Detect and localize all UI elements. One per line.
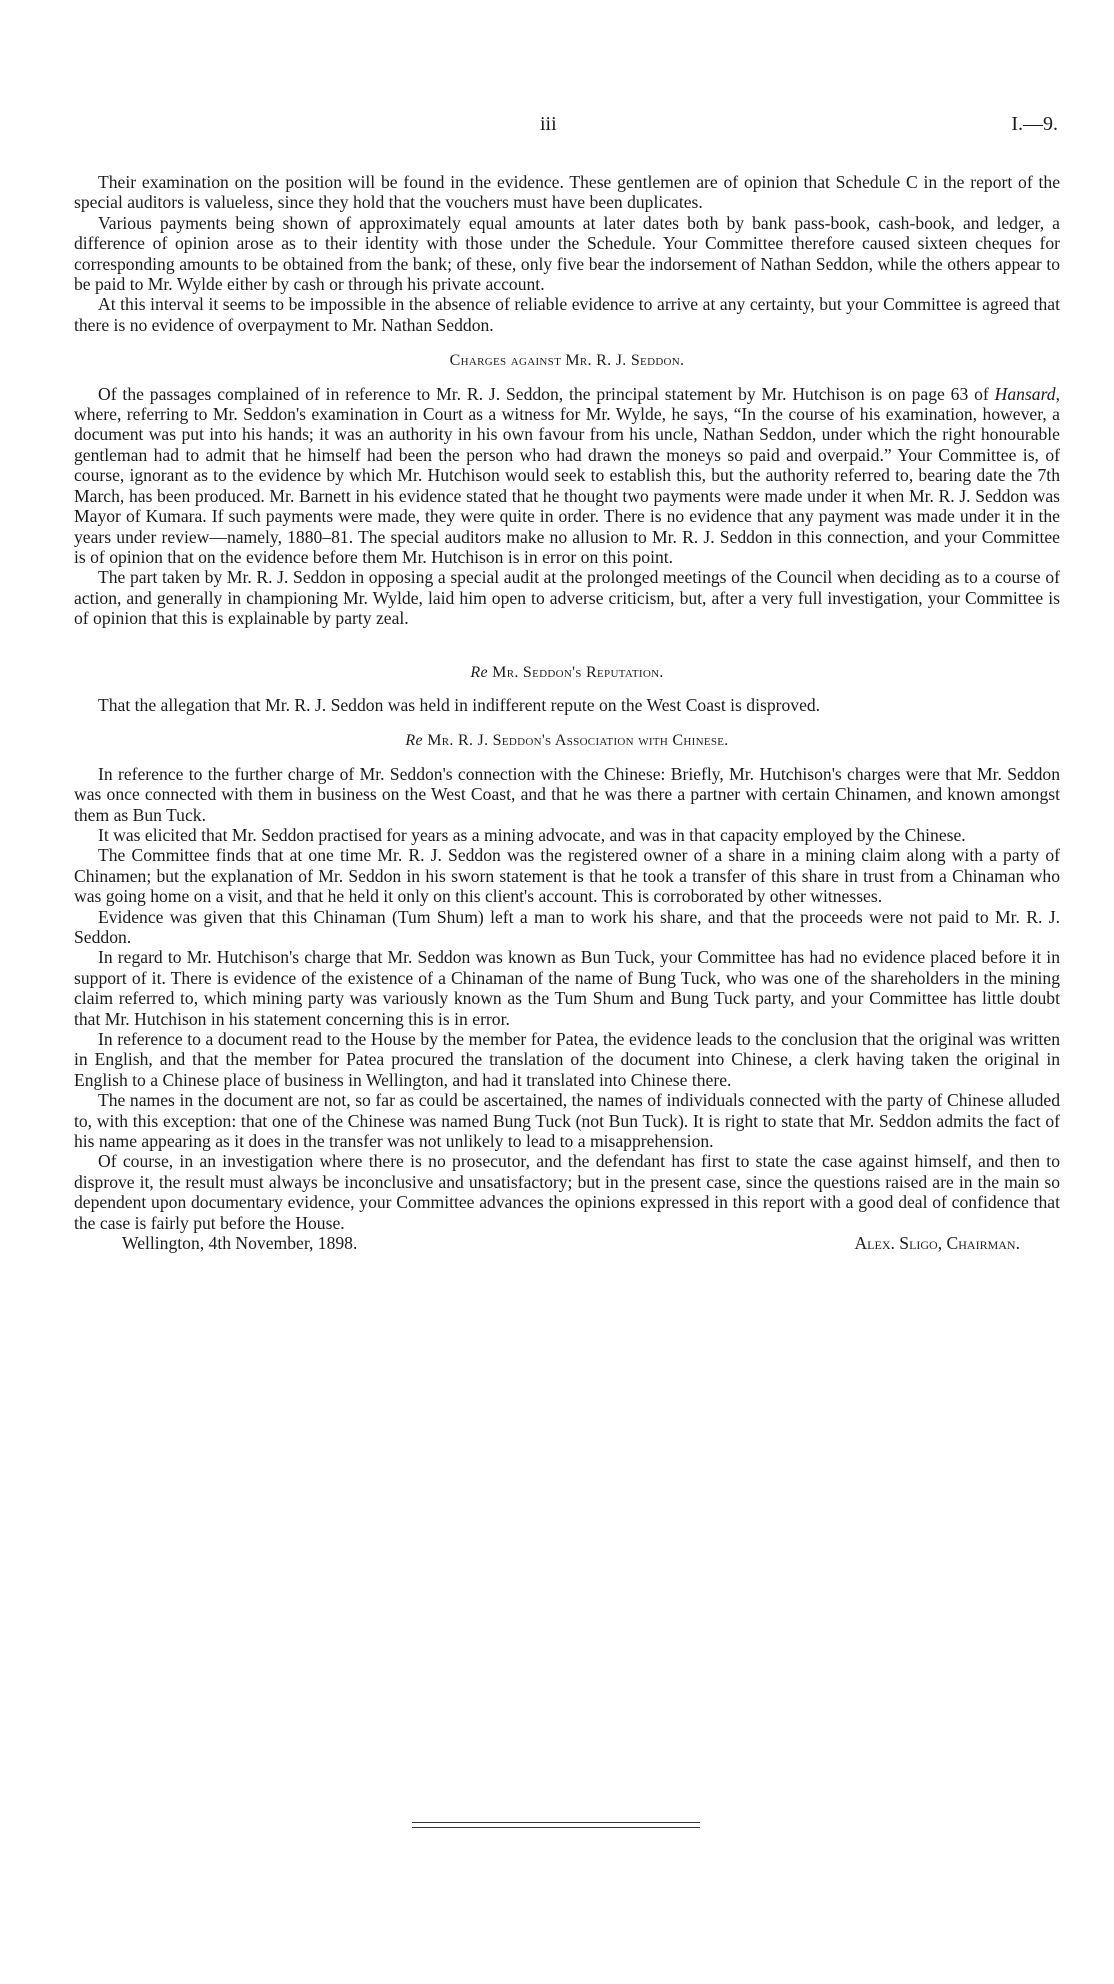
page-header: [0, 113, 1114, 143]
paragraph: It was elicited that Mr. Seddon practised for years as a mining advocate, and was in that capacity employed by the Chinese.: [98, 824, 966, 845]
paragraph: In reference to a document read to the House by the member for Patea, the evidence leads to the conclusion that the original was written in English, and that the member for Patea procured the translation of the document into Chinese, a clerk having taken the original in English to a Chinese place of business in Wellington, and had it translated into Chinese there.: [74, 1029, 1060, 1090]
paragraph: Of the passages complained of in reference to Mr. R. J. Seddon, the principal statement by Mr. Hutchison is on page 63 of Hansard, where, referring to Mr. Seddon's examination in Court as a witness for Mr. Wylde, he says, “In the course of his examination, however, a document was put into his hands; it was an authority in his own favour from his uncle, Nathan Seddon, under which the right honourable gentleman had to admit that he himself had been the person who had drawn the moneys so paid and overpaid.” Your Committee is, of course, ignorant as to the evidence by which Mr. Hutchison would seek to establish this, but the authority referred to, bearing date the 7th March, has been produced. Mr. Barnett in his evidence stated that he thought two payments were made under it when Mr. R. J. Seddon was Mayor of Kumara. If such payments were made, they were quite in order. There is no evidence that any payment was made under it in the years under review—namely, 1880–81. The special auditors make no allusion to Mr. R. J. Seddon in this connection, and your Committee is of opinion that on the evidence before them Mr. Hutchison is in error on this point.: [74, 383, 1060, 567]
document-reference: I.—9.: [1011, 113, 1058, 135]
paragraph: The names in the document are not, so far as could be ascertained, the names of individuals connected with the party of Chinese alluded to, with this exception: that one of the Chinese was named Bung Tuck (not Bun Tuck). It is right to state that Mr. Seddon admits the fact of his name appearing as it does in the transfer was not unlikely to lead to a misapprehension.: [74, 1090, 1060, 1152]
closing-rule-bottom: [412, 1827, 700, 1828]
section-heading-chinese: Re Mr. R. J. Seddon's Association with Chinese.: [405, 732, 729, 750]
page-number: iii: [540, 113, 557, 135]
paragraph: The Committee finds that at one time Mr. R. J. Seddon was the registered owner of a share in a mining claim along with a party of Chinamen; but the explanation of Mr. Seddon in his sworn statement is that he took a transfer of this share in trust from a Chinaman who was going home on a visit, and that he held it only on this client's account. This is corroborated by other witnesses.: [74, 845, 1060, 907]
signature-line: [74, 1233, 1060, 1253]
paragraph: In regard to Mr. Hutchison's charge that Mr. Seddon was known as Bun Tuck, your Committee has had no evidence placed before it in support of it. There is evidence of the existence of a Chinaman of the name of Bung Tuck, who was one of the shareholders in the mining claim referred to, which mining party was variously known as the Tum Shum and Bung Tuck party, and your Committee has little doubt that Mr. Hutchison in his statement concerning this is in error.: [74, 947, 1060, 1029]
signatory: Alex. Sligo, Chairman.: [854, 1233, 1020, 1254]
paragraph: Of course, in an investigation where there is no prosecutor, and the defendant has first to state the case against himself, and then to disprove it, the result must always be inconclusive and unsatisfactory; but in the present case, since the questions raised are in the main so dependent upon documentary evidence, your Committee advances the opinions expressed in this report with a good deal of confidence that the case is fairly put before the House.: [74, 1151, 1060, 1233]
section-heading-charges: Charges against Mr. R. J. Seddon.: [449, 352, 685, 370]
document-body: [74, 172, 1060, 1254]
paragraph: Various payments being shown of approximately equal amounts at later dates both by bank pass-book, cash-book, and ledger, a difference of opinion arose as to their identity with those under the Schedule. Your Committee therefore caused sixteen cheques for corresponding amounts to be obtained from the bank; of these, only five bear the indorsement of Nathan Seddon, while the others appear to be paid to Mr. Wylde either by cash or through his private account.: [74, 212, 1060, 295]
closing-rule-top: [412, 1822, 700, 1823]
paragraph: Their examination on the position will be found in the evidence. These gentlemen are of opinion that Schedule C in the report of the special auditors is valueless, since they hold that the vouchers must have been duplicates.: [74, 172, 1060, 213]
paragraph: The part taken by Mr. R. J. Seddon in opposing a special audit at the prolonged meetings of the Council when deciding as to a course of action, and generally in championing Mr. Wylde, laid him open to adverse criticism, but, after a very full investigation, your Committee is of opinion that this is explainable by party zeal.: [74, 567, 1060, 629]
paragraph: In reference to the further charge of Mr. Seddon's connection with the Chinese: Briefly, Mr. Hutchison's charges were that Mr. Seddon was once connected with them in business on the West Coast, and that he was there a partner with certain Chinamen, and known amongst them as Bun Tuck.: [74, 763, 1060, 825]
paragraph: At this interval it seems to be impossible in the absence of reliable evidence to arrive at any certainty, but your Committee is agreed that there is no evidence of overpayment to Mr. Nathan Seddon.: [74, 294, 1060, 335]
section-heading-reputation: Re Mr. Seddon's Reputation.: [470, 663, 664, 681]
place-date: Wellington, 4th November, 1898.: [122, 1233, 358, 1254]
paragraph: Evidence was given that this Chinaman (Tum Shum) left a man to work his share, and that the proceeds were not paid to Mr. R. J. Seddon.: [74, 906, 1060, 947]
paragraph: That the allegation that Mr. R. J. Seddon was held in indifferent repute on the West Coast is disproved.: [98, 694, 821, 715]
